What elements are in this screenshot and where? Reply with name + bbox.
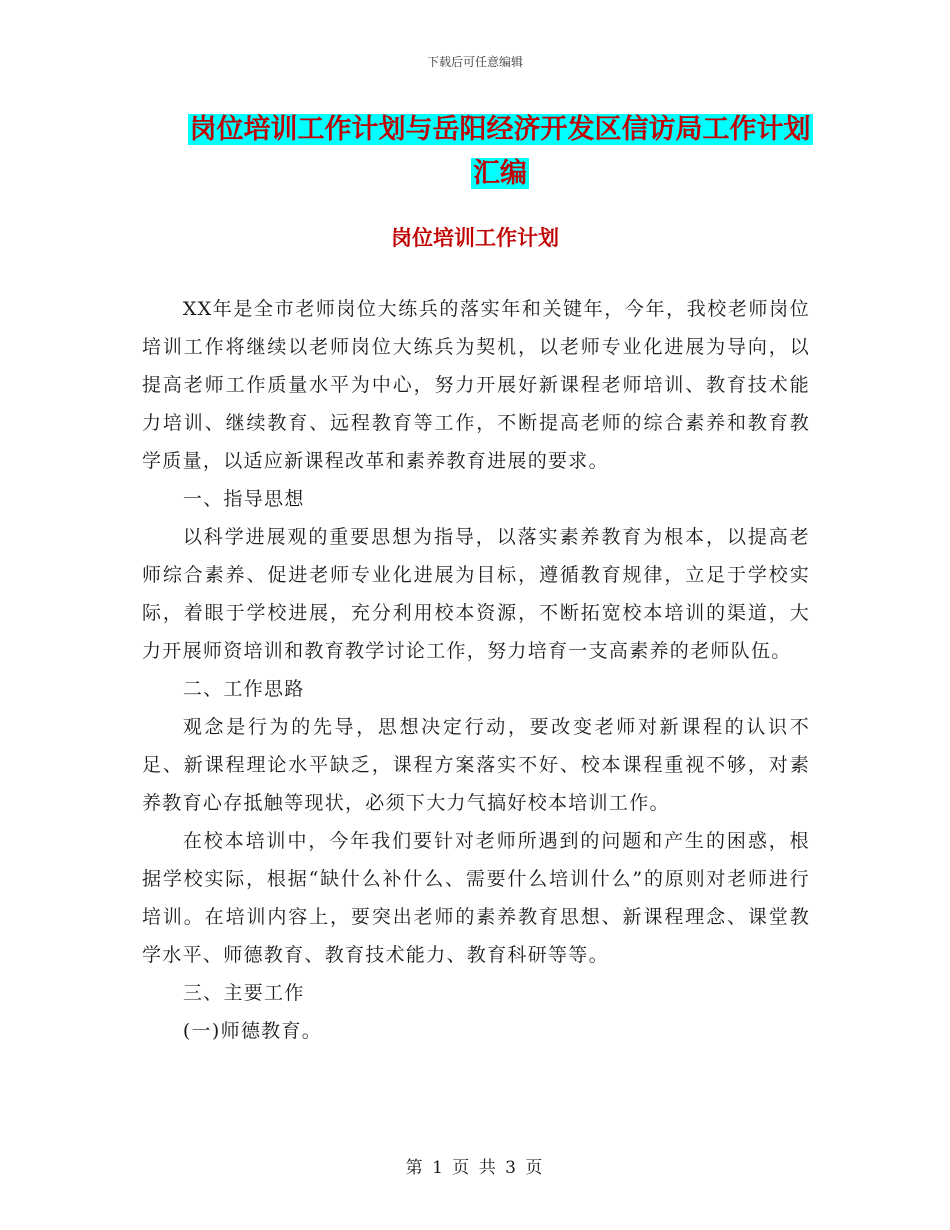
paragraph-work-approach-1: 观念是行为的先导，思想决定行动，要改变老师对新课程的认识不足、新课程理论水平缺乏，课程方案落实不好、校本课程重视不够，对素养教育心存抵触等现状，必须下大力气搞好校本培训工作。 [142,716,810,814]
paragraph-work-approach-2: 在校本培训中，今年我们要针对老师所遇到的问题和产生的困惑，根据学校实际，根据“缺什么补什么、需要什么培训什么”的原则对老师进行培训。在培训内容上，要突出老师的素养教育思想、新课程理念、课堂教学水平、师德教育、教育技术能力、教育科研等等。 [142,830,810,966]
heading-guiding-thought: 一、指导思想 [182,488,305,510]
heading-work-approach: 二、工作思路 [182,678,305,700]
download-note: 下载后可任意编辑 [426,55,523,69]
document-title [140,108,860,196]
section-title: 岗位培训工作计划 [391,226,559,250]
heading-main-work: 三、主要工作 [182,982,305,1004]
title-line-1: 岗位培训工作计划与岳阳经济开发区信访局工作计划 [189,114,811,145]
paragraph-intro: XX年是全市老师岗位大练兵的落实年和关键年，今年，我校老师岗位培训工作将继续以老师岗位大练兵为契机，以老师专业化进展为导向，以提高老师工作质量水平为中心，努力开展好新课程老师培训、教育技术能力培训、继续教育、远程教育等工作，不断提高老师的综合素养和教育教学质量，以适应新课程改革和素养教育进展的要求。 [142,298,810,472]
paragraph-guiding-thought: 以科学进展观的重要思想为指导，以落实素养教育为根本，以提高老师综合素养、促进老师专业化进展为目标，遵循教育规律，立足于学校实际，着眼于学校进展，充分利用校本资源，不断拓宽校本培训的渠道，大力开展师资培训和教育教学讨论工作，努力培育一支高素养的老师队伍。 [142,526,810,662]
page-number: 第 1 页 共 3 页 [405,1158,545,1178]
subheading-ethics-education: (一)师德教育。 [182,1020,323,1042]
document-body [142,290,810,1050]
title-line-2: 汇编 [473,158,527,189]
